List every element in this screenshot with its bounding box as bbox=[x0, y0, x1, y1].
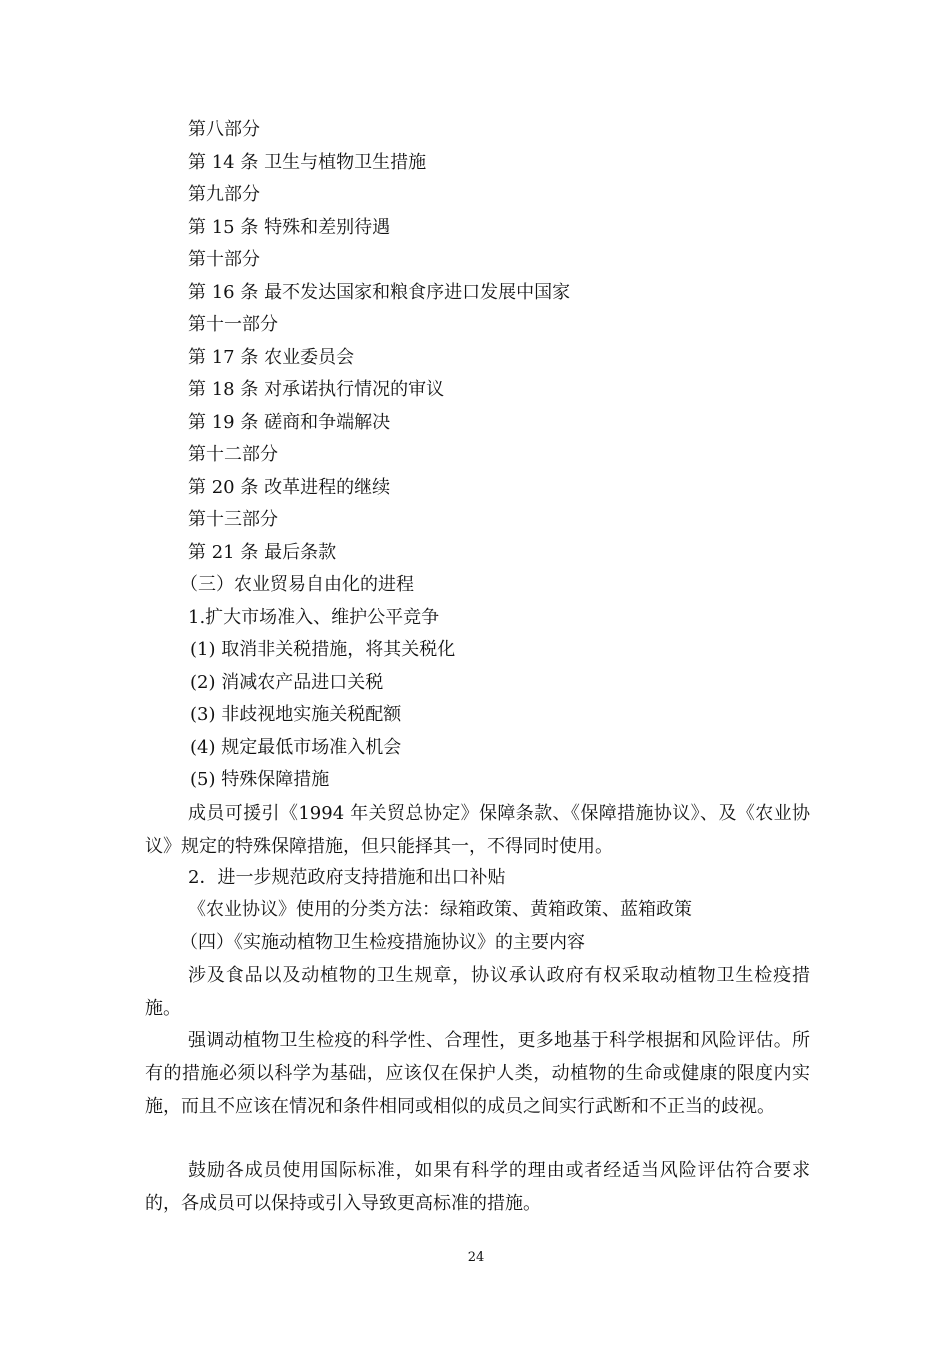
measure-5: (5) 特殊保障措施 bbox=[190, 769, 330, 790]
part-12-heading: 第十二部分 bbox=[188, 444, 278, 465]
measure-3: (3) 非歧视地实施关税配额 bbox=[190, 704, 402, 725]
article-21: 第 21 条 最后条款 bbox=[188, 542, 337, 563]
safeguard-paragraph: 成员可援引《1994 年关贸总协定》保障条款、《保障措施协议》、及《农业协议》规定的特殊保障措施，但只能择其一，不得同时使用。 bbox=[145, 803, 810, 857]
article-15: 第 15 条 特殊和差别待遇 bbox=[188, 217, 391, 238]
part-10-heading: 第十部分 bbox=[188, 249, 260, 270]
science-paragraph: 强调动植物卫生检疫的科学性、合理性，更多地基于科学根据和风险评估。所有的措施必须以科学为基础，应该仅在保护人类，动植物的生命或健康的限度内实施，而且不应该在情况和条件相同或相似的成员之间实行武断和不正当的歧视。 bbox=[145, 1030, 810, 1117]
measure-1: (1) 取消非关税措施，将其关税化 bbox=[190, 639, 456, 660]
standards-paragraph: 鼓励各成员使用国际标准，如果有科学的理由或者经适当风险评估符合要求的，各成员可以保持或引入导致更高标准的措施。 bbox=[145, 1160, 810, 1214]
article-16: 第 16 条 最不发达国家和粮食序进口发展中国家 bbox=[188, 282, 571, 303]
item-2-text: 《农业协议》使用的分类方法：绿箱政策、黄箱政策、蓝箱政策 bbox=[188, 899, 692, 920]
measure-2: (2) 消减农产品进口关税 bbox=[190, 672, 384, 693]
article-19: 第 19 条 磋商和争端解决 bbox=[188, 412, 391, 433]
item-1-title: 1.扩大市场准入、维护公平竞争 bbox=[188, 607, 440, 628]
item-2-title: 2．进一步规范政府支持措施和出口补贴 bbox=[188, 867, 506, 888]
article-18: 第 18 条 对承诺执行情况的审议 bbox=[188, 379, 445, 400]
article-20: 第 20 条 改革进程的继续 bbox=[188, 477, 391, 498]
part-9-heading: 第九部分 bbox=[188, 184, 260, 205]
section-4-title: （四）《实施动植物卫生检疫措施协议》的主要内容 bbox=[180, 932, 585, 953]
measure-4: (4) 规定最低市场准入机会 bbox=[190, 737, 402, 758]
part-13-heading: 第十三部分 bbox=[188, 509, 278, 530]
section-3-title: （三）农业贸易自由化的进程 bbox=[180, 574, 414, 595]
part-8-heading: 第八部分 bbox=[188, 119, 260, 140]
scope-paragraph: 涉及食品以及动植物的卫生规章，协议承认政府有权采取动植物卫生检疫措施。 bbox=[145, 965, 810, 1019]
article-17: 第 17 条 农业委员会 bbox=[188, 347, 355, 368]
article-14: 第 14 条 卫生与植物卫生措施 bbox=[188, 152, 427, 173]
part-11-heading: 第十一部分 bbox=[188, 314, 278, 335]
page-number: 24 bbox=[467, 1250, 485, 1265]
